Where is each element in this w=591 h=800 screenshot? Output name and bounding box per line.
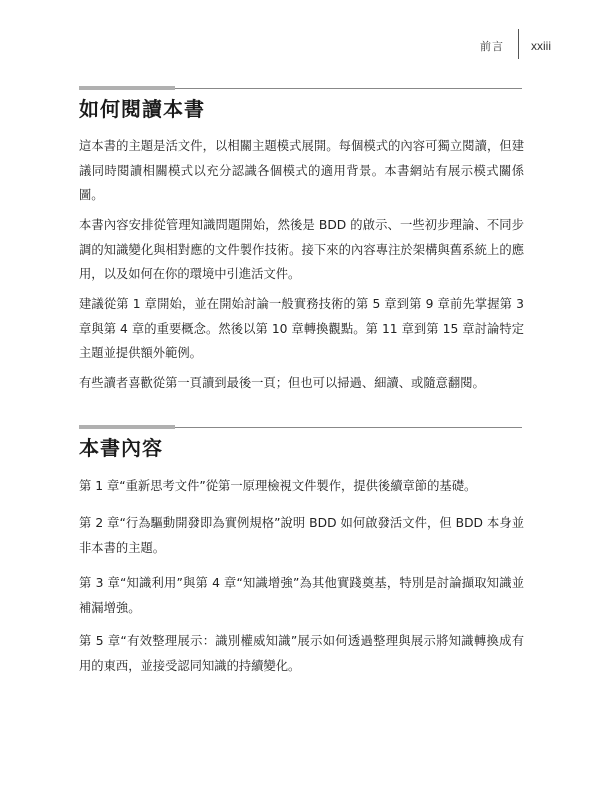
paragraph: 第 5 章“有效整理展示：識別權威知識”展示如何透過整理與展示將知識轉換成有用的東西，並接受認同知識的持續變化。	[79, 634, 524, 673]
section-title: 本書內容	[79, 436, 163, 460]
paragraph: 建議從第 1 章開始，並在開始討論一般實務技術的第 5 章到第 9 章前先掌握第 3 章與第 4 章的重要概念。然後以第 10 章轉換觀點。第 11 章到第 15 章討論特定主題並提供額外範例。	[79, 297, 524, 360]
section-heading-how-to-read	[79, 86, 522, 122]
heading-rule	[79, 425, 522, 429]
paragraph: 第 2 章“行為驅動開發即為實例規格”說明 BDD 如何啟發活文件，但 BDD 本身並非本書的主題。	[79, 516, 524, 555]
paragraph: 有些讀者喜歡從第一頁讀到最後一頁；但也可以掃過、細讀、或隨意翻閱。	[79, 376, 485, 390]
section-title: 如何閱讀本書	[79, 97, 205, 121]
section-heading-contents	[79, 425, 522, 461]
page-number: xxiii	[531, 39, 551, 53]
running-head-section: 前言	[480, 40, 504, 53]
heading-rule	[79, 86, 522, 90]
paragraph: 第 1 章“重新思考文件”從第一原理檢視文件製作，提供後續章節的基礎。	[79, 479, 477, 493]
running-head-divider	[518, 29, 519, 59]
paragraph: 第 3 章“知識利用”與第 4 章“知識增強”為其他實踐奠基，特別是討論擷取知識並補漏增強。	[79, 576, 524, 615]
paragraph: 本書內容安排從管理知識問題開始，然後是 BDD 的啟示、一些初步理論、不同步調的知識變化與相對應的文件製作技術。接下來的內容專注於架構與舊系統上的應用，以及如何在你的環境中引進活文件。	[79, 218, 524, 281]
paragraph: 這本書的主題是活文件，以相關主題模式展開。每個模式的內容可獨立閱讀，但建議同時閱讀相關模式以充分認識各個模式的適用背景。本書網站有展示模式關係圖。	[79, 139, 524, 202]
running-head	[480, 33, 551, 59]
